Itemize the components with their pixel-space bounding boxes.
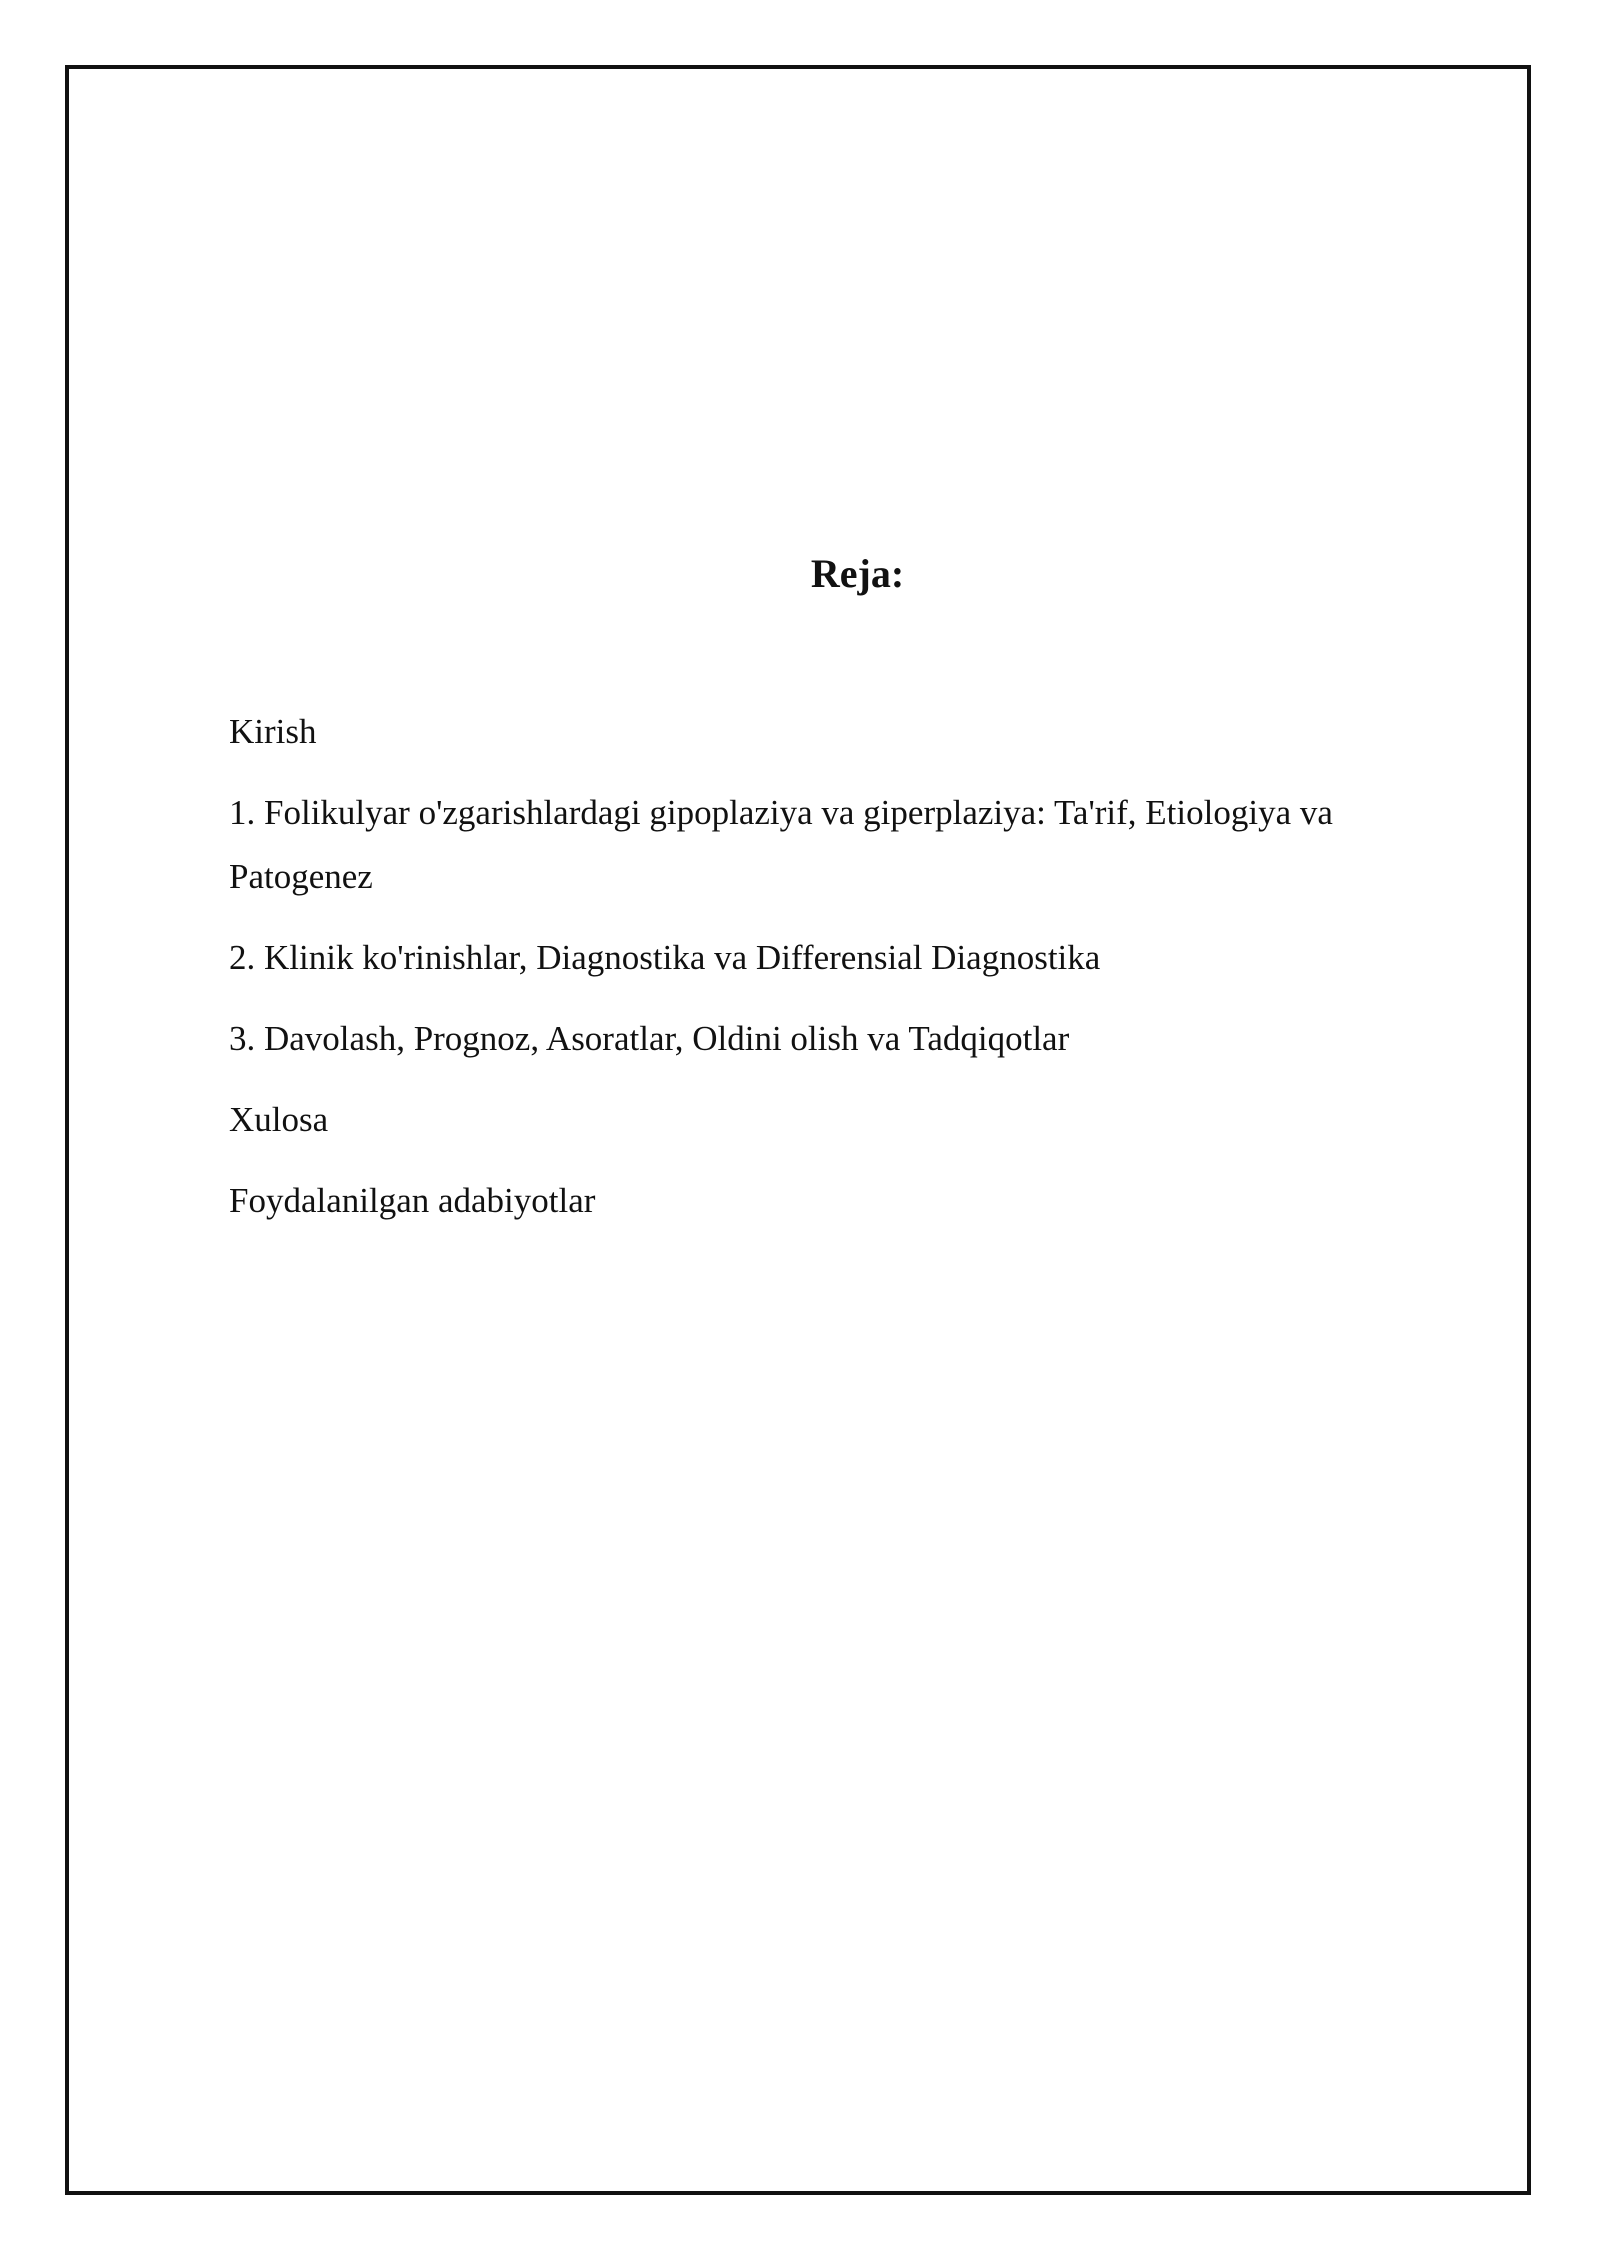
plan-item-introduction: Kirish (229, 712, 317, 751)
plan-item-references: Foydalanilgan adabiyotlar (229, 1181, 596, 1220)
plan-item-chapter-2: 2. Klinik ko'rinishlar, Diagnostika va Differensial Diagnostika (229, 938, 1101, 977)
plan-item-chapter-3: 3. Davolash, Prognoz, Asoratlar, Oldini olish va Tadqiqotlar (229, 1019, 1070, 1058)
plan-list (229, 700, 1429, 1250)
plan-item-conclusion: Xulosa (229, 1100, 329, 1139)
page-title: Reja: (810, 551, 905, 596)
plan-item-chapter-1: 1. Folikulyar o'zgarishlardagi gipoplaziya va giperplaziya: Ta'rif, Etiologiya va Patogenez (229, 793, 1333, 896)
